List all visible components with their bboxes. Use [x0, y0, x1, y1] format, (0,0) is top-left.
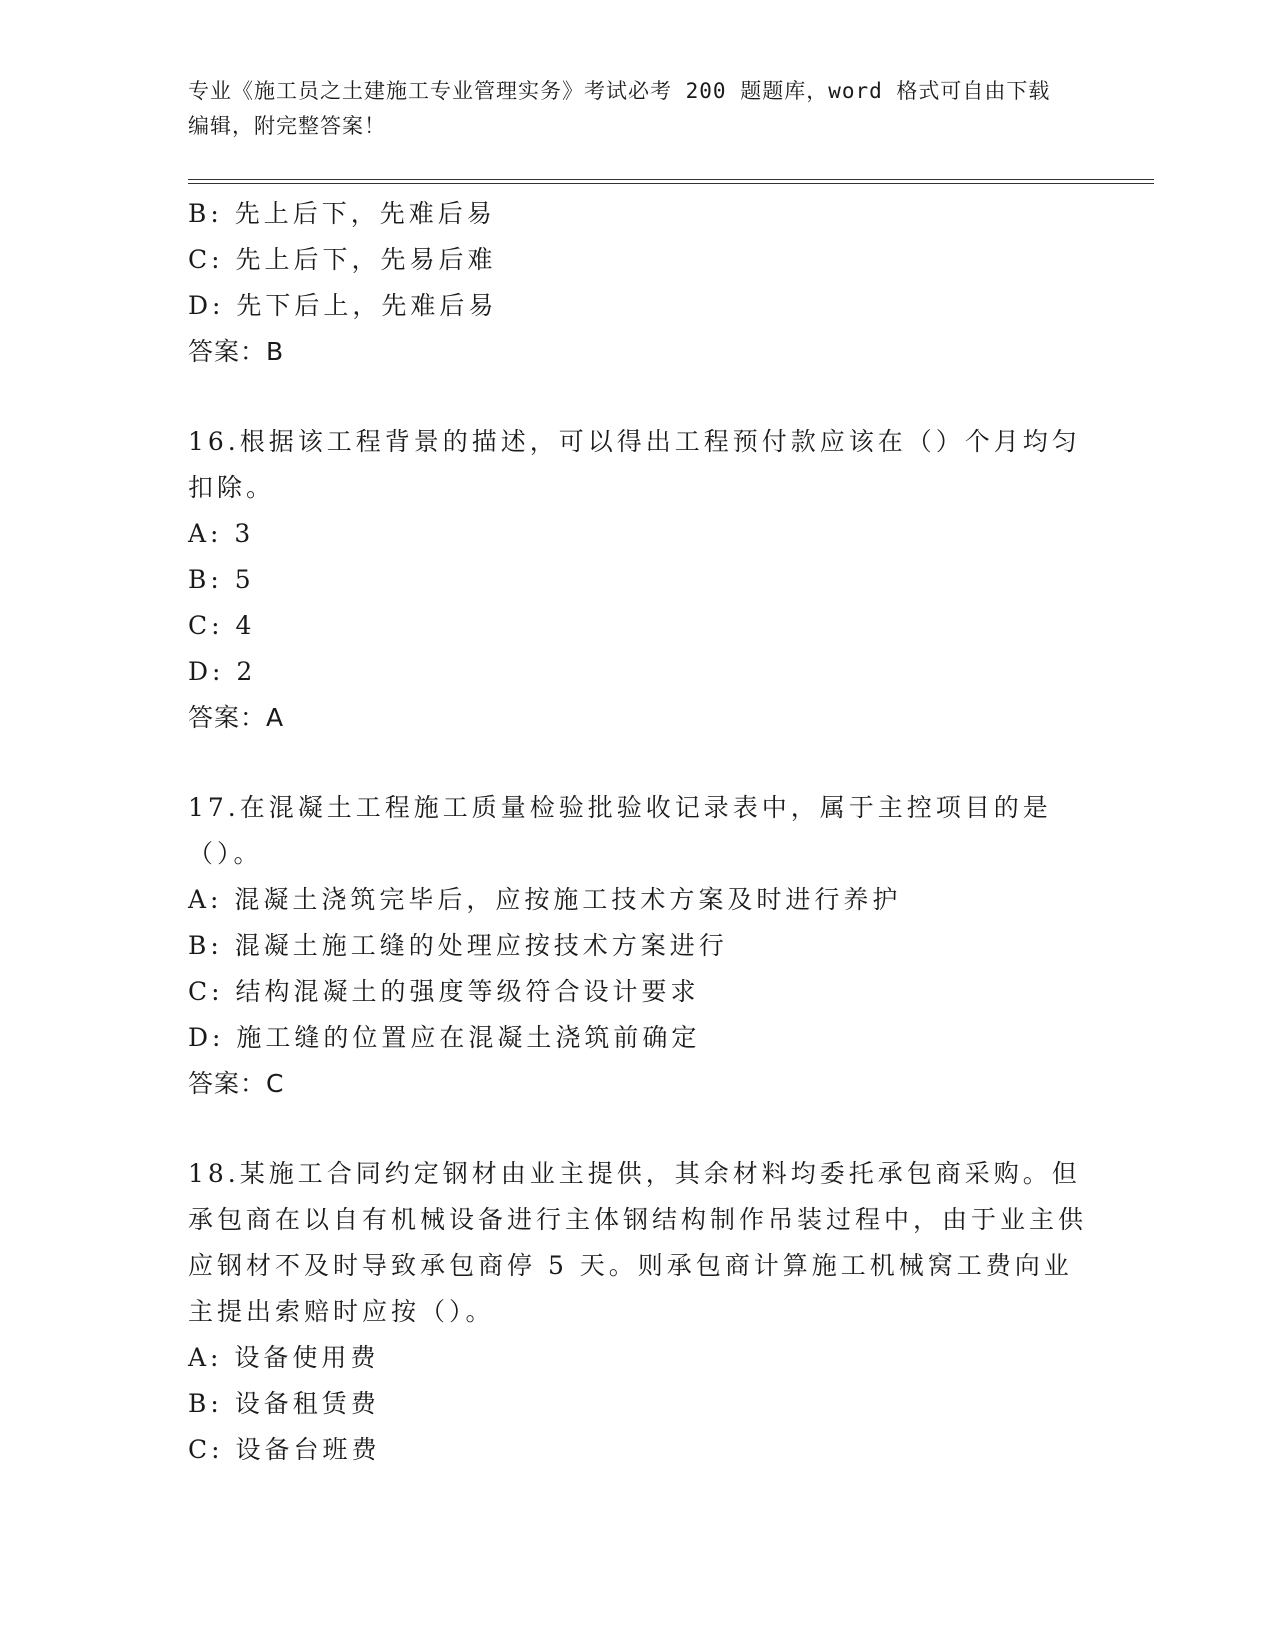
option-b: B: 设备租赁费 — [188, 1389, 380, 1418]
option-b: B: 先上后下，先难后易 — [188, 199, 496, 228]
option-d: D: 施工缝的位置应在混凝土浇筑前确定 — [188, 1023, 701, 1052]
option-a: A: 设备使用费 — [188, 1343, 380, 1372]
question-list — [188, 191, 1088, 1473]
spacer — [188, 375, 1088, 419]
option-d: D: 2 — [188, 657, 257, 686]
question-18 — [188, 1151, 1088, 1473]
question-text: 18.某施工合同约定钢材由业主提供，其余材料均委托承包商采购。但承包商在以自有机械设备进行主体钢结构制作吊装过程中，由于业主供应钢材不及时导致承包商停 5 天。则承包商计算施工机械窝工费向业主提出索赔时应按（）。 — [188, 1159, 1088, 1326]
answer-line: 答案：C — [188, 1069, 285, 1098]
option-c: C: 结构混凝土的强度等级符合设计要求 — [188, 977, 700, 1006]
document-header: 专业《施工员之土建施工专业管理实务》考试必考 200 题题库，word 格式可自由下载编辑，附完整答案！ — [188, 79, 1051, 138]
answer-line: 答案：B — [188, 337, 285, 366]
option-a: A: 3 — [188, 519, 255, 548]
question-text: 16.根据该工程背景的描述，可以得出工程预付款应该在（）个月均匀扣除。 — [188, 427, 1081, 502]
option-a: A: 混凝土浇筑完毕后，应按施工技术方案及时进行养护 — [188, 885, 902, 914]
question-17 — [188, 785, 1088, 1107]
spacer — [188, 1107, 1088, 1151]
question-text: 17.在混凝土工程施工质量检验批验收记录表中，属于主控项目的是（）。 — [188, 793, 1052, 868]
header-divider-bottom — [188, 183, 1154, 184]
spacer — [188, 741, 1088, 785]
question-15 — [188, 191, 1088, 375]
option-c: C: 先上后下，先易后难 — [188, 245, 497, 274]
option-c: C: 设备台班费 — [188, 1435, 381, 1464]
option-b: B: 混凝土施工缝的处理应按技术方案进行 — [188, 931, 728, 960]
question-16 — [188, 419, 1088, 741]
option-d: D: 先下后上，先难后易 — [188, 291, 498, 320]
option-c: C: 4 — [188, 611, 256, 640]
option-b: B: 5 — [188, 565, 255, 594]
answer-line: 答案：A — [188, 703, 285, 732]
header-divider-top — [188, 179, 1154, 180]
